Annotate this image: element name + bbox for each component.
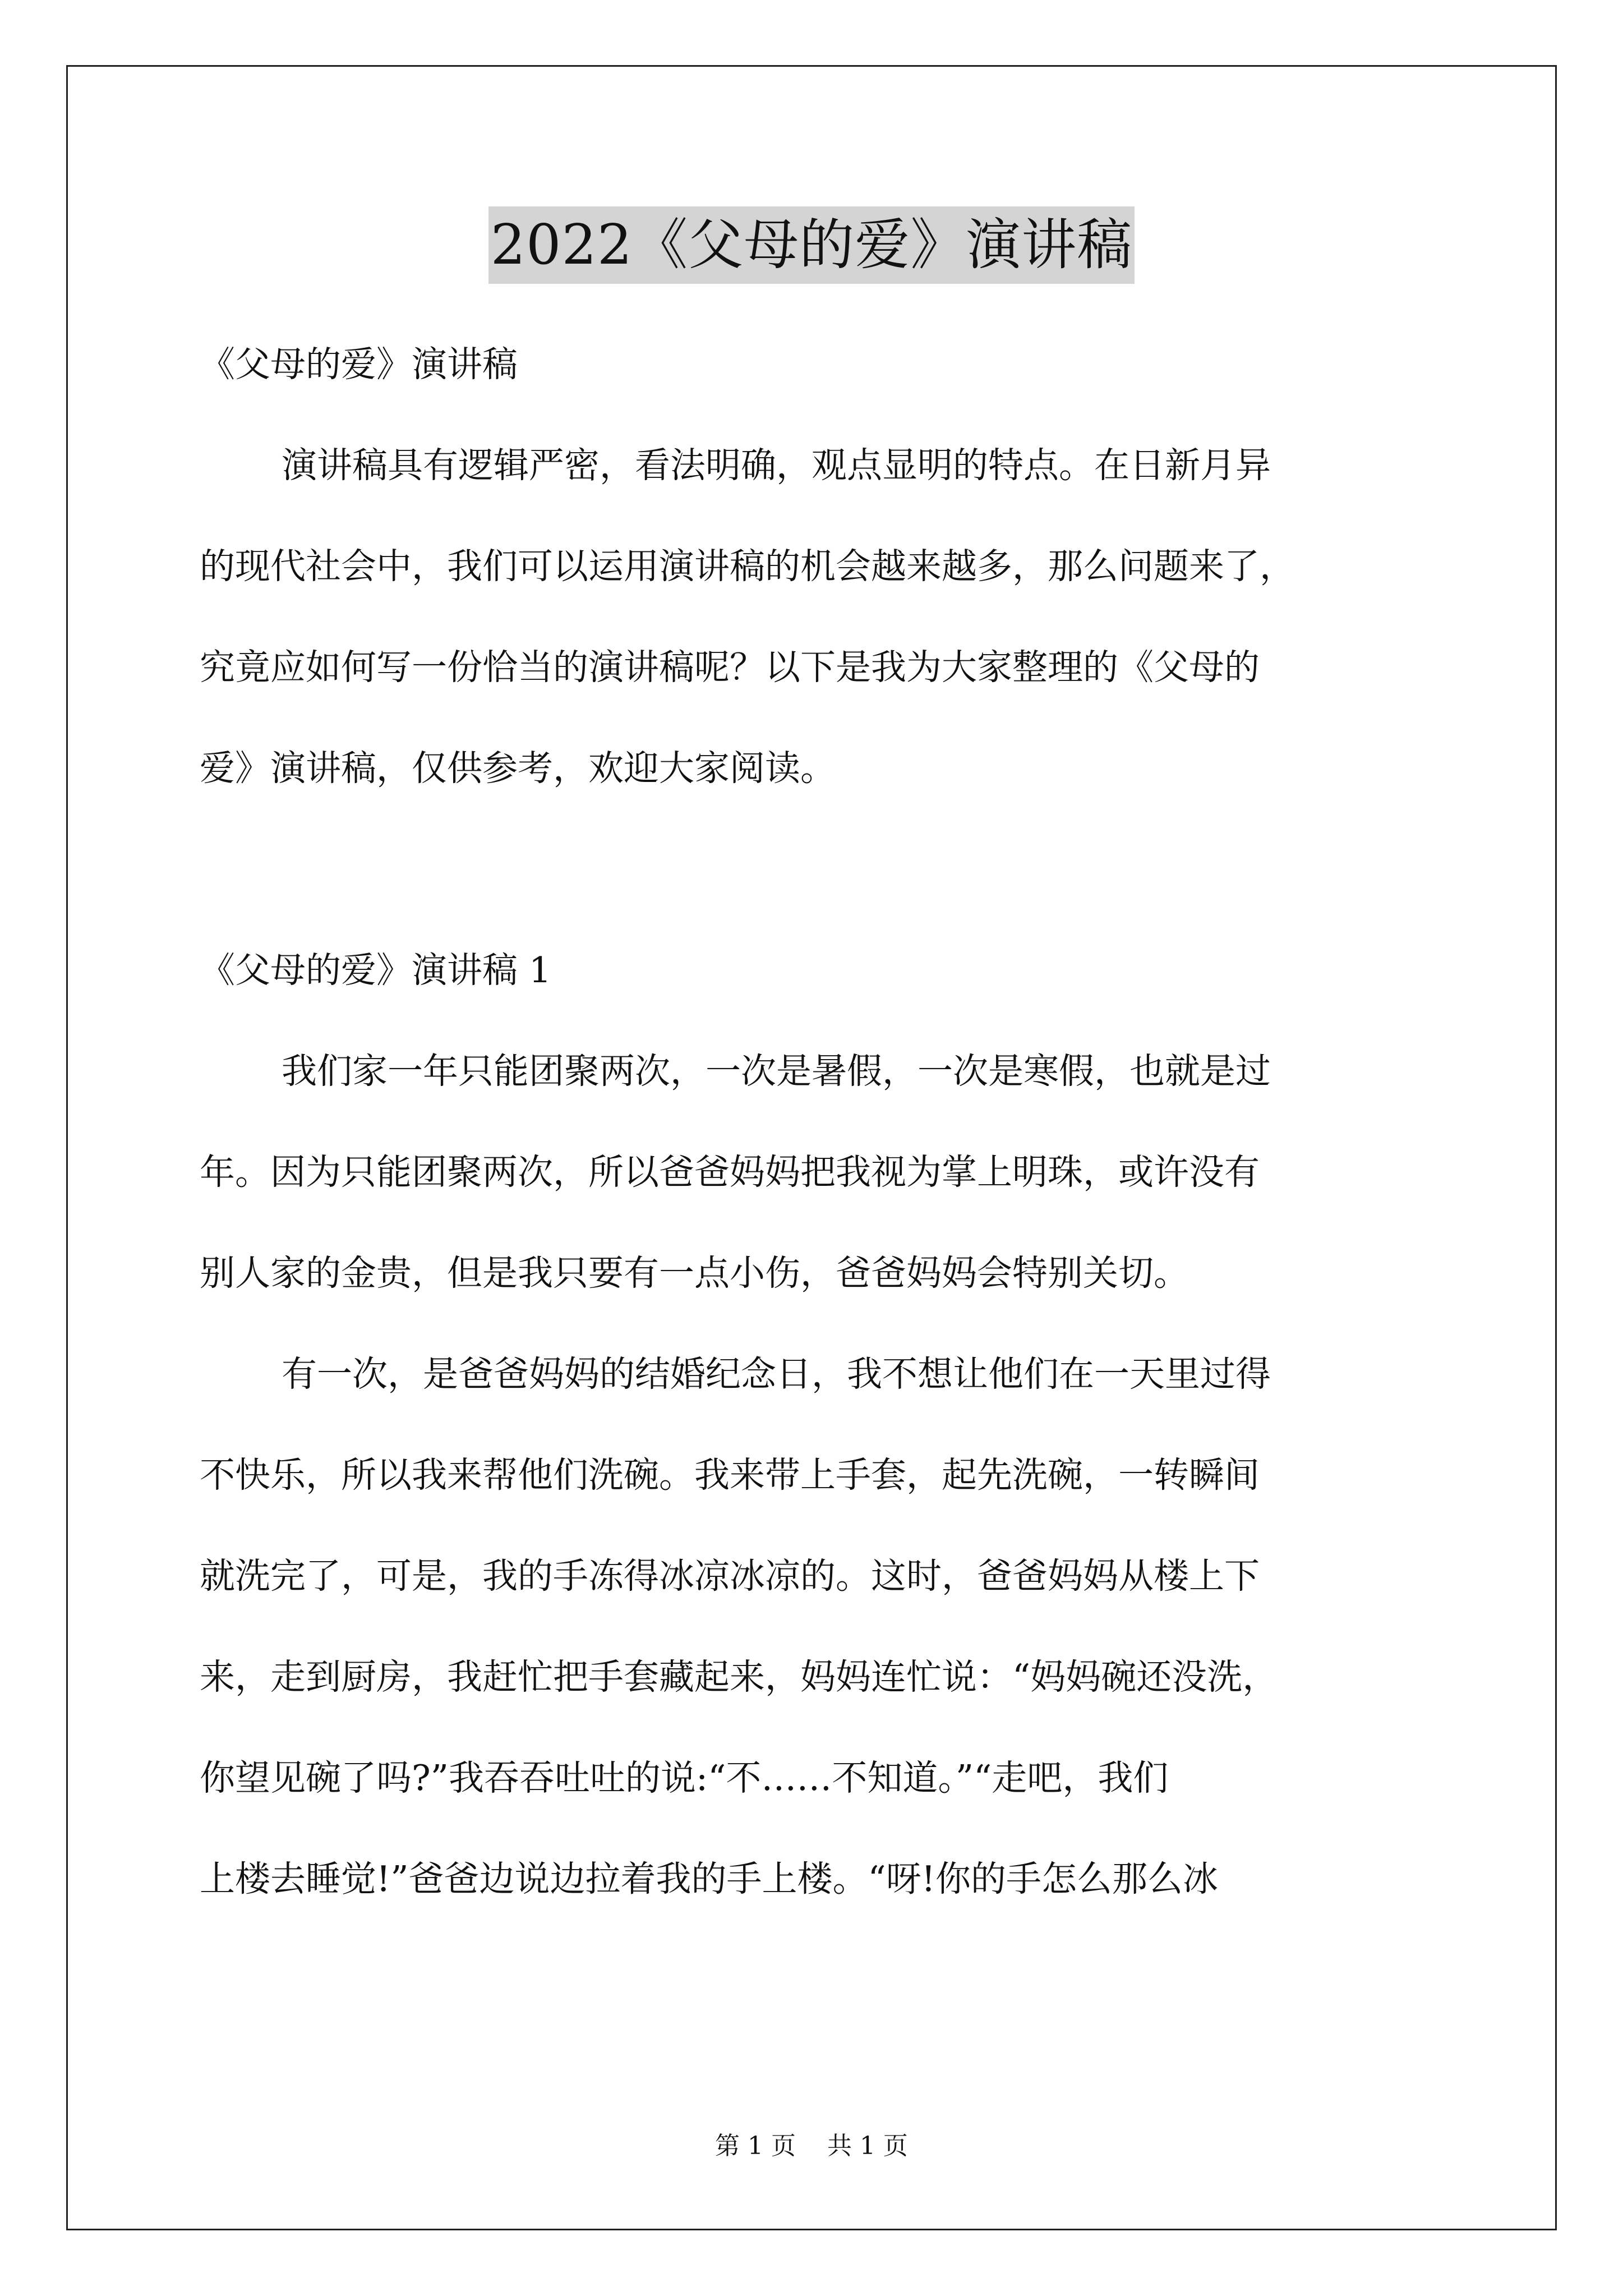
intro-line: 究竟应如何写一份恰当的演讲稿呢？以下是我为大家整理的《父母的 xyxy=(200,647,1260,688)
paragraph2-line: 不快乐，所以我来帮他们洗碗。我来带上手套，起先洗碗，一转瞬间 xyxy=(200,1455,1260,1496)
section-heading: 《父母的爱》演讲稿 1 xyxy=(200,950,552,991)
intro-line: 爱》演讲稿，仅供参考，欢迎大家阅读。 xyxy=(200,748,836,789)
subtitle: 《父母的爱》演讲稿 xyxy=(200,344,518,385)
document-title: 2022《父母的爱》演讲稿 xyxy=(488,206,1135,284)
paragraph1-line: 我们家一年只能团聚两次，一次是暑假，一次是寒假，也就是过 xyxy=(282,1051,1271,1092)
paragraph1-line: 年。因为只能团聚两次，所以爸爸妈妈把我视为掌上明珠，或许没有 xyxy=(200,1152,1260,1193)
intro-line: 演讲稿具有逻辑严密，看法明确，观点显明的特点。在日新月异 xyxy=(282,445,1271,486)
page-footer xyxy=(0,2129,1623,2163)
title-wrap xyxy=(0,206,1623,284)
paragraph2-line: 你望见碗了吗?”我吞吞吐吐的说:“不……不知道。”“走吧，我们 xyxy=(200,1757,1169,1798)
page-number: 第 1 页 共 1 页 xyxy=(715,2132,908,2160)
paragraph2-line: 上楼去睡觉!”爸爸边说边拉着我的手上楼。“呀!你的手怎么那么冰 xyxy=(200,1858,1219,1899)
paragraph1-line: 别人家的金贵，但是我只要有一点小伤，爸爸妈妈会特别关切。 xyxy=(200,1253,1189,1294)
paragraph2-line: 就洗完了，可是，我的手冻得冰凉冰凉的。这时，爸爸妈妈从楼上下 xyxy=(200,1556,1260,1596)
intro-line: 的现代社会中，我们可以运用演讲稿的机会越来越多，那么问题来了， xyxy=(200,546,1295,587)
paragraph2-line: 有一次，是爸爸妈妈的结婚纪念日，我不想让他们在一天里过得 xyxy=(282,1354,1271,1395)
paragraph2-line: 来，走到厨房，我赶忙把手套藏起来，妈妈连忙说：“妈妈碗还没洗， xyxy=(200,1657,1278,1697)
document-body xyxy=(200,314,1433,1930)
spacer xyxy=(200,819,1433,920)
